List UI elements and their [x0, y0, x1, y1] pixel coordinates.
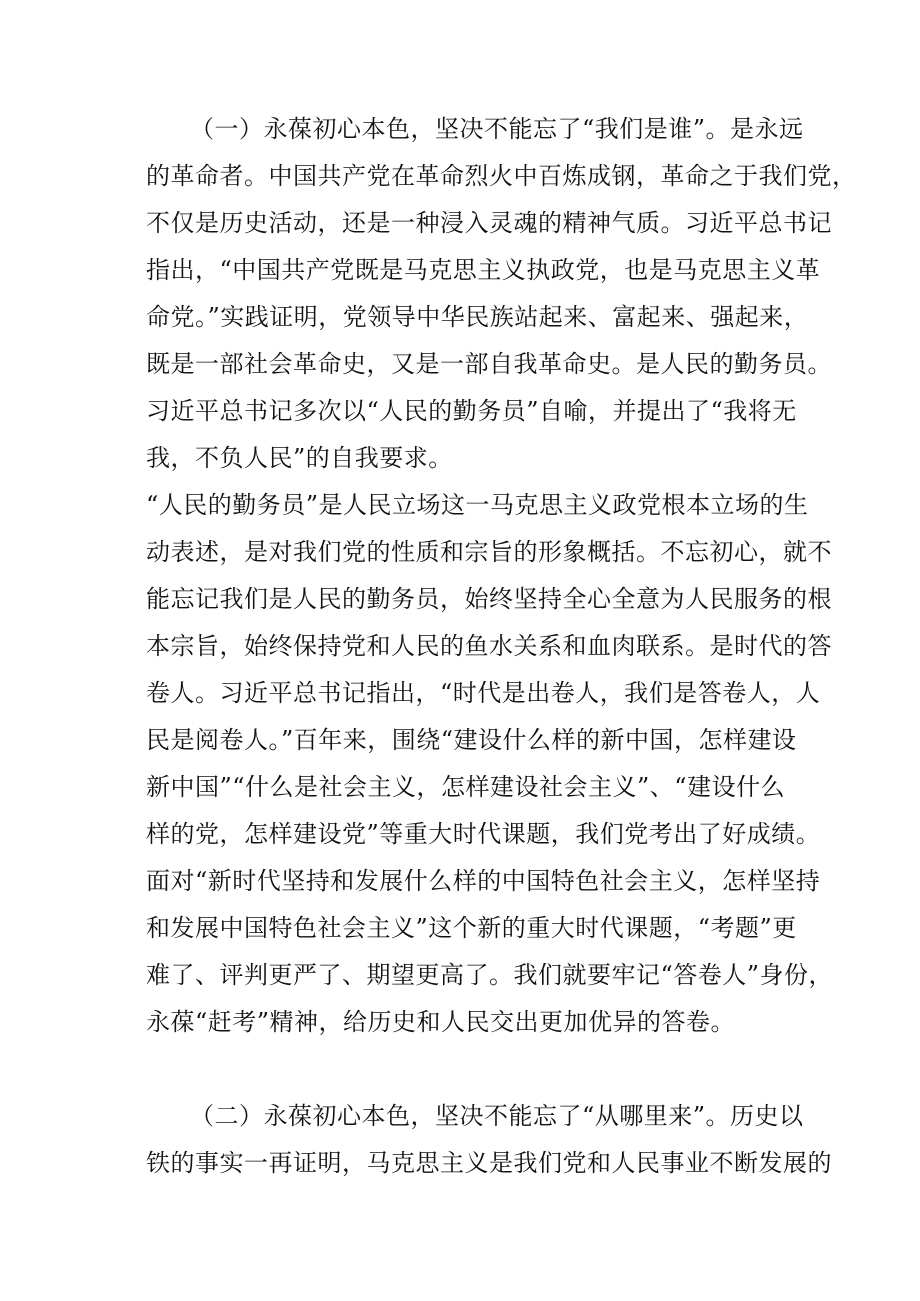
paragraph-2-line-8: 样的党，怎样建设党”等重大时代课题，我们党考出了好成绩。	[146, 820, 821, 848]
paragraph-3-line-2: 铁的事实一再证明，马克思主义是我们党和人民事业不断发展的	[146, 1149, 832, 1177]
paragraph-2-line-10: 和发展中国特色社会主义”这个新的重大时代课题，“考题”更	[146, 914, 797, 942]
paragraph-2-line-9: 面对“新时代坚持和发展什么样的中国特色社会主义，怎样坚持	[146, 867, 821, 895]
paragraph-2-line-12: 永葆“赶考”精神，给历史和人民交出更加优异的答卷。	[146, 1008, 736, 1036]
paragraph-1-line-1: （一）永葆初心本色，坚决不能忘了“我们是谁”。是永远	[190, 115, 804, 143]
paragraph-2-line-7: 新中国”“什么是社会主义，怎样建设社会主义”、“建设什么	[146, 773, 786, 801]
paragraph-2-line-3: 能忘记我们是人民的勤务员，始终坚持全心全意为人民服务的根	[146, 585, 832, 613]
paragraph-1-line-2: 的革命者。中国共产党在革命烈火中百炼成钢，革命之于我们党，	[146, 162, 857, 190]
paragraph-1-line-8: 我，不负人民”的自我要求。	[146, 444, 453, 472]
paragraph-3-line-1: （二）永葆初心本色，坚决不能忘了“从哪里来”。历史以	[190, 1102, 804, 1130]
paragraph-1-line-6: 既是一部社会革命史，又是一部自我革命史。是人民的勤务员。	[146, 350, 832, 378]
paragraph-1-line-4: 指出，“中国共产党既是马克思主义执政党，也是马克思主义革	[146, 256, 821, 284]
paragraph-2-line-5: 卷人。习近平总书记指出，“时代是出卷人，我们是答卷人，人	[146, 679, 821, 707]
paragraph-2-line-4: 本宗旨，始终保持党和人民的鱼水关系和血肉联系。是时代的答	[146, 632, 832, 660]
paragraph-2-line-1: “人民的勤务员”是人民立场这一马克思主义政党根本立场的生	[146, 491, 809, 519]
paragraph-1-line-7: 习近平总书记多次以“人民的勤务员”自喻，并提出了“我将无	[146, 397, 797, 425]
paragraph-1-line-5: 命党。”实践证明，党领导中华民族站起来、富起来、强起来，	[146, 303, 809, 331]
paragraph-2-line-6: 民是阅卷人。”百年来，围绕“建设什么样的新中国，怎样建设	[146, 726, 797, 754]
paragraph-2-line-2: 动表述，是对我们党的性质和宗旨的形象概括。不忘初心，就不	[146, 538, 832, 566]
paragraph-1-line-3: 不仅是历史活动，还是一种浸入灵魂的精神气质。习近平总书记	[146, 209, 832, 237]
paragraph-2-line-11: 难了、评判更严了、期望更高了。我们就要牢记“答卷人”身份，	[146, 961, 834, 989]
